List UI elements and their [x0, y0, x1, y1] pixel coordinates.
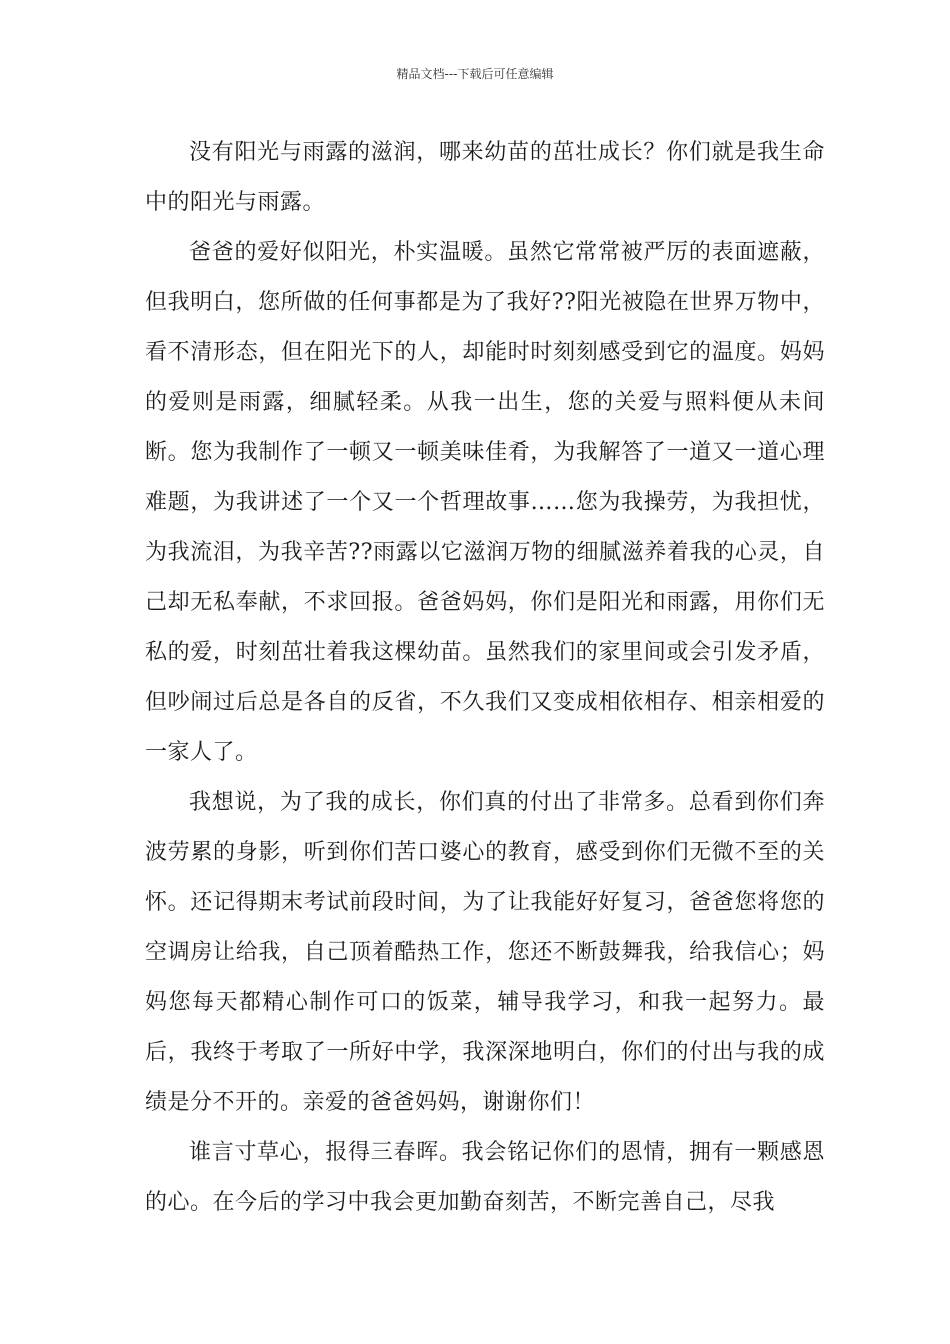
document-body: [145, 128, 825, 1228]
paragraph-2: 爸爸的爱好似阳光，朴实温暖。虽然它常常被严厉的表面遮蔽，但我明白，您所做的任何事都是为了我好??阳光被隐在世界万物中，看不清形态，但在阳光下的人，却能时时刻刻感受到它的温度。妈妈的爱则是雨露，细腻轻柔。从我一出生，您的关爱与照料便从未间断。您为我制作了一顿又一顿美味佳肴，为我解答了一道又一道心理难题，为我讲述了一个又一个哲理故事……您为我操劳，为我担忧，为我流泪，为我辛苦??雨露以它滋润万物的细腻滋养着我的心灵，自己却无私奉献，不求回报。爸爸妈妈，你们是阳光和雨露，用你们无私的爱，时刻茁壮着我这棵幼苗。虽然我们的家里间或会引发矛盾，但吵闹过后总是各自的反省，不久我们又变成相依相存、相亲相爱的一家人了。: [145, 240, 825, 765]
paragraph-3: 我想说，为了我的成长，你们真的付出了非常多。总看到你们奔波劳累的身影，听到你们苦口婆心的教育，感受到你们无微不至的关怀。还记得期末考试前段时间，为了让我能好好复习，爸爸您将您的空调房让给我，自己顶着酷热工作，您还不断鼓舞我，给我信心；妈妈您每天都精心制作可口的饭菜，辅导我学习，和我一起努力。最后，我终于考取了一所好中学，我深深地明白，你们的付出与我的成绩是分不开的。亲爱的爸爸妈妈，谢谢你们！: [145, 790, 825, 1115]
page-header: 精品文档---下载后可任意编辑: [396, 67, 554, 81]
paragraph-4: 谁言寸草心，报得三春晖。我会铭记你们的恩情，拥有一颗感恩的心。在今后的学习中我会更加勤奋刻苦，不断完善自己，尽我: [145, 1140, 825, 1215]
paragraph-1: 没有阳光与雨露的滋润，哪来幼苗的茁壮成长？你们就是我生命中的阳光与雨露。: [145, 140, 825, 215]
